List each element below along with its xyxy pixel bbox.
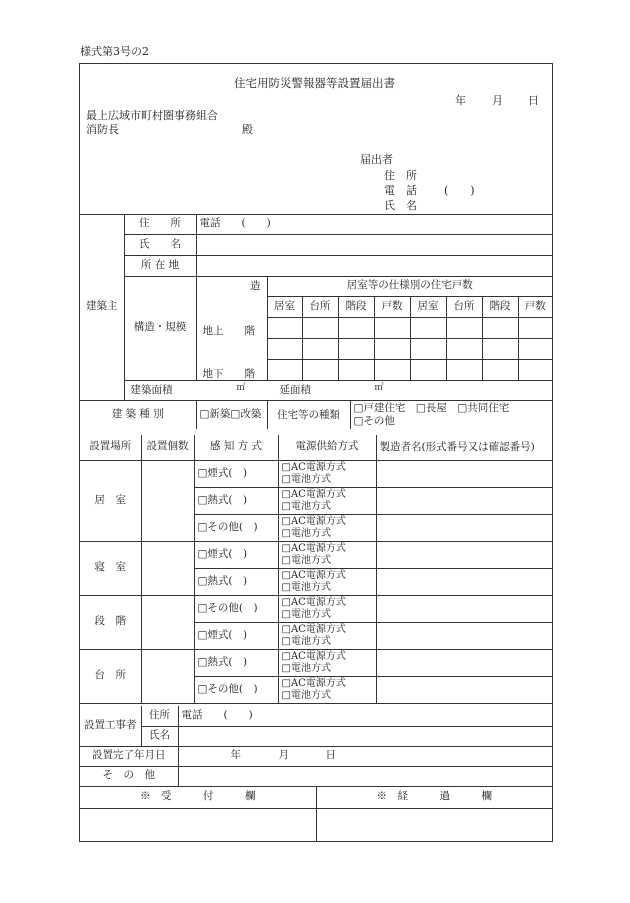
unit-cell[interactable] [302,359,338,380]
header-maker: 製造者名(形式番号又は確認番号) [376,435,552,460]
unit-cell[interactable] [338,317,374,338]
area-row[interactable] [124,380,518,400]
building-type-options[interactable]: □新築□改築 [196,400,267,429]
structure-label: 構造・規模 [124,276,196,380]
power-options[interactable] [278,460,376,487]
unit-cell[interactable] [302,317,338,338]
unit-cell[interactable] [518,317,552,338]
power-battery-option[interactable]: □電池方式 [281,554,331,566]
other-field[interactable] [178,766,552,786]
applicant-label: 届出者 [360,153,393,166]
building-owner-table [80,214,552,429]
unit-cell[interactable] [302,338,338,359]
addressee-org: 最上広域市町村圏事務組合 [86,109,218,122]
unit-cell[interactable] [410,317,446,338]
unit-cell[interactable] [482,359,518,380]
power-options[interactable] [278,514,376,541]
unit-cell[interactable] [374,338,410,359]
header-power: 電源供給方式 [278,435,376,460]
maker-field[interactable] [376,622,552,649]
power-ac-option[interactable]: □AC電源方式 [281,624,346,635]
structure-field[interactable] [196,276,267,380]
header-count: 設置個数 [141,435,194,460]
unit-cell[interactable] [482,338,518,359]
power-options[interactable] [278,568,376,595]
owner-name-field[interactable] [196,234,552,255]
power-battery-option[interactable]: □電池方式 [281,662,331,674]
installer-name-label: 氏名 [141,726,178,746]
housing-type-line1: □戸建住宅 □長屋 □共同住宅 [353,401,510,414]
unit-cell[interactable] [446,317,482,338]
above-ground-floors: 地上 階 [202,324,255,337]
progress-field [316,808,552,841]
unit-cell[interactable] [267,338,302,359]
detection-option[interactable]: □煙式( ) [194,622,278,649]
reception-field [80,808,316,841]
installer-phone-field[interactable]: 電話 ( ) [178,706,552,726]
maker-field[interactable] [376,568,552,595]
unit-col-kitchen-1: 台所 [302,296,338,317]
addressee-title: 消防長 [86,123,119,136]
completion-date-field[interactable] [178,746,552,766]
power-ac-option[interactable]: □AC電源方式 [281,489,346,500]
completion-month: 月 [278,748,289,761]
date-day-label: 日 [528,94,539,107]
header-detection: 感 知 方 式 [194,435,278,460]
unit-cell[interactable] [374,359,410,380]
installer-name-field[interactable] [178,726,552,746]
power-ac-option[interactable]: □AC電源方式 [281,462,346,473]
unit-col-room-1: 居室 [267,296,302,317]
building-area-unit: ㎡ [236,382,246,393]
units-header: 居室等の仕様別の住宅戸数 [267,276,552,296]
form-header [80,64,552,215]
unit-col-count-2: 戸数 [518,296,552,317]
date-month-label: 月 [492,94,503,107]
unit-cell[interactable] [446,359,482,380]
power-ac-option[interactable]: □AC電源方式 [281,516,346,527]
detection-option[interactable]: □熱式( ) [194,568,278,595]
structure-suffix: 造 [250,279,261,292]
unit-col-count-1: 戸数 [374,296,410,317]
unit-cell[interactable] [338,359,374,380]
below-ground-floors: 地下 階 [202,367,255,380]
power-ac-option[interactable]: □AC電源方式 [281,651,346,662]
place-label: 寝 室 [80,541,141,595]
progress-header: ※ 経 過 欄 [316,786,552,808]
power-battery-option[interactable]: □電池方式 [281,500,331,512]
detection-option[interactable]: □熱式( ) [194,649,278,676]
maker-field[interactable] [376,541,552,568]
power-battery-option[interactable]: □電池方式 [281,689,331,701]
power-battery-option[interactable]: □電池方式 [281,581,331,593]
power-options[interactable] [278,622,376,649]
maker-field[interactable] [376,487,552,514]
owner-address-label: 住 所 [124,214,196,234]
power-ac-option[interactable]: □AC電源方式 [281,543,346,554]
power-options[interactable] [278,595,376,622]
housing-type-line2: □その他 [353,414,395,427]
unit-cell[interactable] [518,338,552,359]
unit-cell[interactable] [267,317,302,338]
form-number: 様式第3号の2 [80,45,149,58]
place-label: 居 室 [80,460,141,541]
installer-label: 設置工事者 [80,706,141,746]
power-options[interactable] [278,541,376,568]
power-ac-option[interactable]: □AC電源方式 [281,678,346,689]
detection-option[interactable]: □煙式( ) [194,541,278,568]
owner-name-label: 氏 名 [124,234,196,255]
completion-year: 年 [230,748,241,761]
housing-type-options[interactable] [351,401,510,429]
notification-form [79,63,553,842]
unit-cell[interactable] [482,317,518,338]
installation-table [80,435,552,704]
maker-field[interactable] [376,514,552,541]
detection-option[interactable]: □その他( ) [194,595,278,622]
count-field[interactable] [141,541,194,595]
building-type-label: 建 築 種 別 [80,400,196,429]
power-battery-option[interactable]: □電池方式 [281,635,331,647]
power-ac-option[interactable]: □AC電源方式 [281,570,346,581]
installer-table [80,706,552,841]
unit-cell[interactable] [410,359,446,380]
unit-cell[interactable] [267,359,302,380]
location-label: 所 在 地 [124,255,196,276]
applicant-address-label: 住 所 [384,169,417,182]
unit-cell[interactable] [518,359,552,380]
housing-type-label: 住宅等の種類 [268,401,351,429]
power-options[interactable] [278,649,376,676]
detection-option[interactable]: □煙式( ) [194,460,278,487]
place-label: 段 階 [80,595,141,649]
unit-cell[interactable] [410,338,446,359]
unit-col-stairs-2: 階段 [482,296,518,317]
applicant-phone-parens: ( ) [444,184,475,197]
maker-field[interactable] [376,649,552,676]
floor-area-label: 延面積 [279,383,311,396]
honorific: 殿 [242,123,253,136]
detection-option[interactable]: □その他( ) [194,514,278,541]
unit-col-stairs-1: 階段 [338,296,374,317]
power-ac-option[interactable]: □AC電源方式 [281,597,346,608]
date-year-label: 年 [455,94,466,107]
power-battery-option[interactable]: □電池方式 [281,527,331,539]
unit-cell[interactable] [374,317,410,338]
owner-phone-field[interactable]: 電話 ( ) [196,214,552,234]
detection-option[interactable]: □その他( ) [194,676,278,703]
detection-option[interactable]: □熱式( ) [194,487,278,514]
housing-type-row [267,400,552,429]
applicant-phone-label: 電 話 [384,184,417,197]
count-field[interactable] [141,460,194,541]
maker-field[interactable] [376,595,552,622]
count-field[interactable] [141,649,194,703]
power-battery-option[interactable]: □電池方式 [281,473,331,485]
owner-section-label: 建築主 [80,214,124,400]
installer-address-label: 住所 [141,706,178,726]
completion-label: 設置完了年月日 [80,746,178,766]
maker-field[interactable] [376,460,552,487]
unit-cell[interactable] [446,338,482,359]
unit-col-kitchen-2: 台所 [446,296,482,317]
power-options[interactable] [278,676,376,703]
completion-day: 日 [325,748,336,761]
floor-area-unit: ㎡ [374,382,384,393]
other-label: そ の 他 [80,766,178,786]
location-field[interactable] [196,255,552,276]
unit-cell[interactable] [338,338,374,359]
unit-col-room-2: 居室 [410,296,446,317]
applicant-name-label: 氏 名 [384,199,417,212]
maker-field[interactable] [376,676,552,703]
form-title: 住宅用防災警報器等設置届出書 [234,76,395,90]
reception-header: ※ 受 付 欄 [80,786,316,808]
power-battery-option[interactable]: □電池方式 [281,608,331,620]
place-label: 台 所 [80,649,141,703]
building-area-label: 建築面積 [130,383,173,396]
count-field[interactable] [141,595,194,649]
power-options[interactable] [278,487,376,514]
header-place: 設置場所 [80,435,141,460]
